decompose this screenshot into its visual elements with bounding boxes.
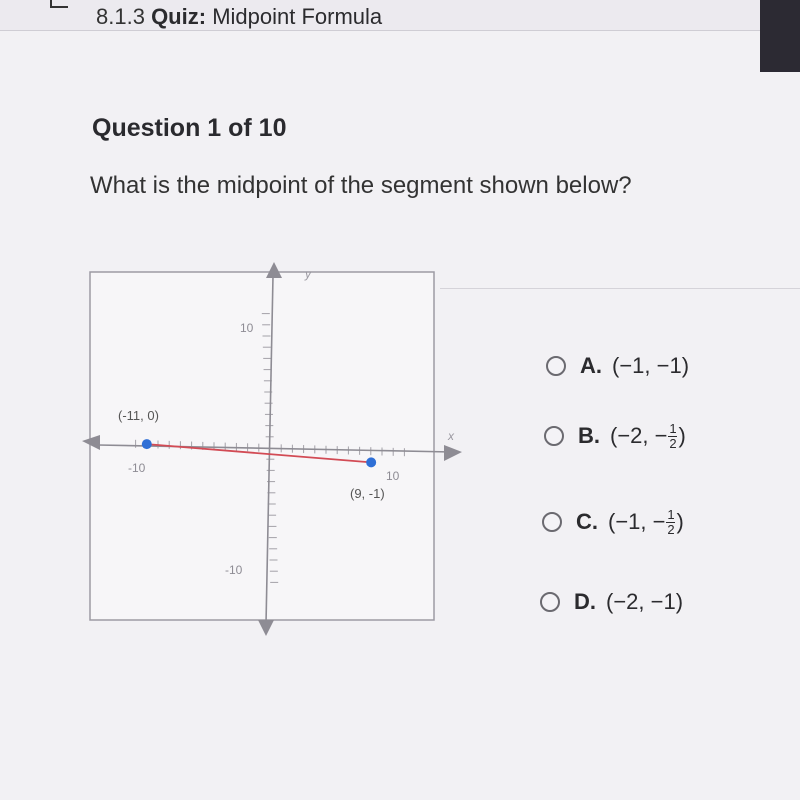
point-label-b: (9, -1)	[350, 486, 385, 501]
choice-letter: B.	[578, 423, 600, 448]
question-number: Question 1 of 10	[92, 114, 287, 142]
choice-value: (−1, −1)	[612, 353, 690, 378]
choice-d[interactable]	[540, 582, 683, 622]
x-tick-10: 10	[386, 469, 400, 483]
y-tick-10: 10	[240, 321, 254, 335]
choice-letter: D.	[574, 589, 596, 614]
x-axis-right-arrow	[444, 445, 462, 461]
x-axis-label: x	[448, 429, 454, 443]
quiz-name: Midpoint Formula	[212, 4, 383, 29]
fraction: $\frac{1}{2}$	[669, 420, 677, 451]
divider-line	[440, 288, 800, 289]
y-axis-down-arrow	[258, 620, 274, 636]
radio-icon[interactable]	[540, 592, 560, 612]
choice-a[interactable]	[546, 346, 689, 386]
question-text: What is the midpoint of the segment shown below?	[90, 172, 632, 199]
coordinate-graph	[80, 262, 480, 642]
choice-letter: A.	[580, 353, 602, 378]
quiz-title	[96, 4, 382, 30]
y-axis-label: y	[305, 267, 311, 281]
choice-value: (−2, − $\frac{1}{2}$ )	[610, 420, 686, 451]
choice-value: (−2, −1)	[606, 589, 684, 614]
point-label-a: (-11, 0)	[118, 408, 159, 423]
radio-icon[interactable]	[542, 512, 562, 532]
fraction: $\frac{1}{2}$	[667, 506, 675, 537]
radio-icon[interactable]	[544, 426, 564, 446]
choice-letter: C.	[576, 509, 598, 534]
top-right-bar	[760, 0, 800, 72]
x-tick-neg10: -10	[128, 461, 146, 475]
endpoint-b	[366, 457, 376, 467]
quiz-type-label: Quiz:	[151, 4, 207, 29]
choice-value: (−1, − $\frac{1}{2}$ )	[608, 506, 684, 537]
menu-icon[interactable]	[50, 0, 68, 8]
quiz-header	[0, 0, 800, 31]
radio-icon[interactable]	[546, 356, 566, 376]
section-number: 8.1.3	[96, 4, 145, 29]
endpoint-a	[142, 439, 152, 449]
choice-b[interactable]	[544, 416, 686, 456]
choice-c[interactable]	[542, 502, 684, 542]
y-tick-neg10: -10	[225, 563, 243, 577]
y-axis-up-arrow	[266, 262, 282, 278]
